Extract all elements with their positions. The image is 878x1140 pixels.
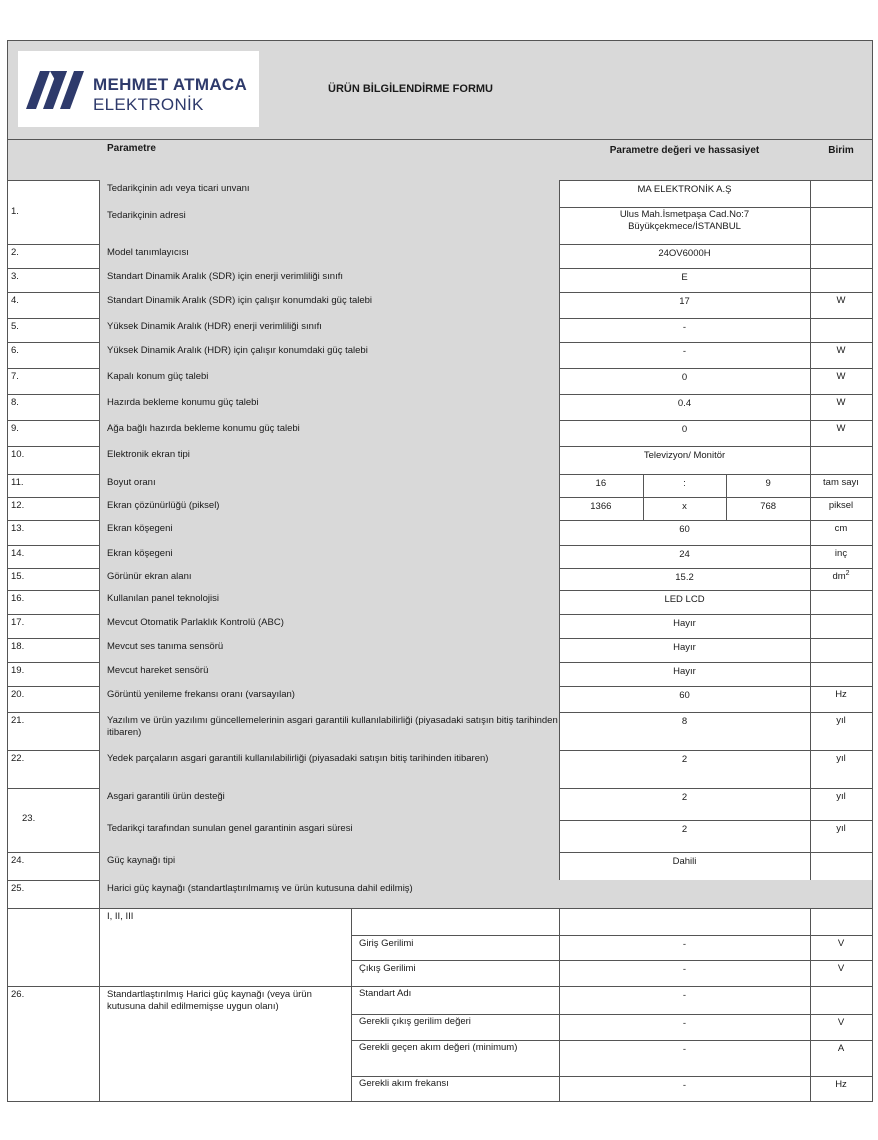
row-value: Hayır	[673, 666, 696, 677]
grid-line	[351, 1076, 872, 1077]
grid-line	[8, 986, 872, 987]
grid-line	[99, 368, 100, 394]
value-part: 768	[760, 501, 777, 512]
grid-line	[559, 368, 560, 394]
row-number: 2.	[11, 247, 19, 258]
company-logo	[18, 51, 259, 127]
grid-line	[351, 908, 352, 1102]
row-value: Televizyon/ Monitör	[643, 450, 726, 461]
row-parameter: Ekran çözünürlüğü (piksel)	[107, 500, 220, 511]
grid-line	[559, 788, 560, 820]
row-unit: yıl	[836, 753, 846, 764]
row-parameter: Asgari garantili ürün desteği	[107, 791, 225, 802]
grid-line	[351, 1040, 872, 1041]
grid-line	[559, 520, 560, 545]
row-number: 9.	[11, 423, 19, 434]
product-information-form	[7, 40, 873, 1102]
grid-line	[99, 908, 100, 1102]
grid-line	[559, 292, 560, 318]
grid-line	[99, 268, 100, 292]
grid-line	[559, 497, 560, 520]
row-parameter: Model tanımlayıcısı	[107, 247, 189, 258]
grid-line	[559, 614, 560, 638]
row-number: 7.	[11, 371, 19, 382]
row-unit: Hz	[835, 689, 847, 700]
grid-line	[99, 545, 100, 568]
grid-line	[559, 244, 560, 268]
sub-item-label: Gerekli çıkış gerilim değeri	[359, 1016, 471, 1027]
sub-item-label: Standart Adı	[359, 988, 412, 999]
row-value: Hayır	[673, 642, 696, 653]
row-unit	[810, 662, 872, 686]
ma-logo-icon	[26, 67, 92, 113]
row-value: 2	[681, 824, 688, 835]
row-parameter: Güç kaynağı tipi	[107, 855, 176, 866]
grid-line	[559, 686, 560, 712]
row-parameter: Tedarikçinin adresi	[107, 210, 186, 221]
grid-line	[810, 520, 811, 545]
row-unit	[810, 638, 872, 662]
row-unit	[810, 180, 872, 207]
row-value: -	[682, 346, 687, 357]
grid-line	[559, 908, 560, 1102]
row-parameter: Yedek parçaların asgari garantili kullanılabilirliği (piyasadaki satışın bitiş tarihinden itibaren)	[107, 753, 489, 764]
row-unit: $dm^2$	[832, 569, 850, 582]
grid-line	[810, 394, 811, 420]
row-parameter: Hazırda bekleme konumu güç talebi	[107, 397, 259, 408]
sub-item-value: -	[682, 1080, 687, 1091]
grid-line	[810, 662, 811, 686]
form-title: ÜRÜN BİLGİLENDİRME FORMU	[328, 83, 493, 95]
grid-line	[99, 568, 100, 590]
grid-line	[559, 852, 560, 880]
grid-line	[810, 908, 811, 1102]
row-number: 24.	[11, 855, 25, 866]
grid-line	[99, 614, 100, 638]
grid-line	[810, 590, 811, 614]
grid-line	[99, 292, 100, 318]
grid-line	[99, 750, 100, 788]
grid-line	[99, 686, 100, 712]
grid-line	[559, 545, 560, 568]
row-unit	[810, 268, 872, 292]
row-value: 24	[679, 549, 690, 560]
grid-line	[99, 520, 100, 545]
grid-line	[99, 712, 100, 750]
row-number: 13.	[11, 523, 25, 534]
sub-item-unit: V	[837, 938, 845, 949]
grid-line	[99, 788, 100, 820]
row-number: 18.	[11, 641, 25, 652]
row-number: 22.	[11, 753, 25, 764]
grid-line	[99, 497, 100, 520]
grid-line	[810, 474, 811, 497]
grid-line	[810, 268, 811, 292]
row-parameter: Ekran köşegeni	[107, 548, 173, 559]
row-parameter: Standartlaştırılmış Harici güç kaynağı (veya ürün kutusuna dahil edilmemişse uygun olanı)	[107, 989, 312, 1012]
grid-line	[351, 960, 872, 961]
row-parameter: Yüksek Dinamik Aralık (HDR) için çalışır konumdaki güç talebi	[107, 345, 368, 356]
grid-line	[559, 207, 560, 244]
grid-line	[810, 750, 811, 788]
row-unit	[810, 244, 872, 268]
grid-line	[559, 180, 560, 207]
row-parameter: Standart Dinamik Aralık (SDR) için çalışır konumdaki güç talebi	[107, 295, 373, 306]
grid-line	[351, 1014, 872, 1015]
grid-line	[99, 590, 100, 614]
row-value: Ulus Mah.İsmetpaşa Cad.No:7 Büyükçekmece/İSTANBUL	[619, 209, 750, 232]
row-number: 26.	[11, 989, 25, 1000]
row-parameter: Görünür ekran alanı	[107, 571, 192, 582]
grid-line	[99, 852, 100, 880]
grid-line	[99, 420, 100, 446]
grid-line	[559, 268, 560, 292]
grid-line	[559, 394, 560, 420]
grid-line	[810, 368, 811, 394]
grid-line	[99, 474, 100, 497]
row-number: 8.	[11, 397, 19, 408]
sub-item-value: -	[682, 1044, 687, 1055]
row-number: 1.	[11, 206, 19, 217]
row-value: 8	[681, 716, 688, 727]
grid-line	[559, 342, 560, 368]
row-number: 5.	[11, 321, 19, 332]
row-value: 15.2	[675, 572, 694, 583]
row-value: LED LCD	[664, 594, 705, 605]
sub-item-value: -	[682, 990, 687, 1001]
grid-line	[99, 880, 100, 908]
grid-line	[810, 852, 811, 880]
grid-line	[810, 712, 811, 750]
row-unit	[810, 614, 872, 638]
row-value: 24OV6000H	[658, 248, 711, 259]
grid-line	[99, 244, 100, 268]
row-unit: yıl	[836, 791, 846, 802]
grid-line	[99, 180, 100, 207]
logo-company-subtitle: ELEKTRONİK	[93, 95, 204, 114]
value-part: x	[682, 501, 687, 512]
row-value: 60	[679, 524, 690, 535]
row-unit: W	[836, 295, 846, 306]
row-value: Dahili	[672, 856, 697, 867]
row-unit: cm	[834, 523, 848, 534]
row-number: 23.	[22, 813, 36, 824]
row-unit: W	[836, 371, 846, 382]
grid-line	[99, 207, 100, 244]
row-parameter: Kullanılan panel teknolojisi	[107, 593, 219, 604]
row-number: 15.	[11, 571, 25, 582]
grid-line	[643, 474, 644, 497]
row-unit: W	[836, 423, 846, 434]
sub-item-unit: V	[837, 963, 845, 974]
row-unit: piksel	[828, 500, 854, 511]
grid-line	[99, 446, 100, 474]
row-parameter: Harici güç kaynağı (standartlaştırılmamış ve ürün kutusuna dahil edilmiş)	[107, 883, 413, 894]
grid-line	[810, 420, 811, 446]
grid-line	[726, 497, 727, 520]
row-value: Hayır	[673, 618, 696, 629]
grid-line	[99, 318, 100, 342]
grid-line	[810, 497, 811, 520]
row-unit	[810, 207, 872, 244]
grid-line	[559, 750, 560, 788]
row-value: 17	[679, 296, 690, 307]
row-value: 0	[681, 372, 688, 383]
grid-line	[559, 638, 560, 662]
grid-line	[99, 394, 100, 420]
row-parameter: Mevcut ses tanıma sensörü	[107, 641, 224, 652]
row-parameter: Görüntü yenileme frekansı oranı (varsayılan)	[107, 689, 295, 700]
row-value: 60	[679, 690, 690, 701]
row-parameter: Tedarikçi tarafından sunulan genel garantinin asgari süresi	[107, 823, 353, 834]
value-part: 1366	[590, 501, 612, 512]
row-value: 0	[681, 424, 688, 435]
grid-line	[810, 545, 811, 568]
sub-item-label: Giriş Gerilimi	[359, 938, 414, 949]
row-parameter: Ekran köşegeni	[107, 523, 173, 534]
row-parameter: Tedarikçinin adı veya ticari unvanı	[107, 183, 250, 194]
row-number: 19.	[11, 665, 25, 676]
sub-item-unit: A	[837, 1043, 845, 1054]
unit-superscript: 2	[845, 569, 850, 577]
row-value: E	[681, 272, 688, 283]
row-unit	[810, 318, 872, 342]
row-unit: W	[836, 397, 846, 408]
grid-line	[810, 820, 811, 852]
row-value: MA ELEKTRONİK A.Ş	[637, 184, 732, 195]
row-unit: W	[836, 345, 846, 356]
row-parameter: Ağa bağlı hazırda bekleme konumu güç talebi	[107, 423, 300, 434]
grid-line	[810, 686, 811, 712]
form-header	[8, 41, 872, 140]
row-parameter: Yazılım ve ürün yazılımı güncellemelerinin asgari garantili kullanılabilirliği (piyasadaki satışın bitiş tarihinden itibaren)	[107, 715, 558, 738]
row-parameter: Mevcut hareket sensörü	[107, 665, 209, 676]
logo-company-name: MEHMET ATMACA	[93, 75, 248, 94]
row-unit: inç	[834, 548, 848, 559]
row-parameter: Elektronik ekran tipi	[107, 449, 190, 460]
grid-line	[99, 638, 100, 662]
parameter-table	[8, 140, 872, 1102]
grid-line	[99, 662, 100, 686]
grid-line	[810, 446, 811, 474]
row-number: 6.	[11, 345, 19, 356]
sub-item-value: -	[682, 964, 687, 975]
sub-item-unit: V	[837, 1017, 845, 1028]
grid-line	[559, 446, 560, 474]
row-parameter: Standart Dinamik Aralık (SDR) için enerji verimliliği sınıfı	[107, 271, 343, 282]
grid-line	[810, 180, 811, 207]
grid-line	[559, 820, 560, 852]
row-parameter: Yüksek Dinamik Aralık (HDR) enerji verimliliği sınıfı	[107, 321, 322, 332]
sub-item-label: Çıkış Gerilimi	[359, 963, 416, 974]
grid-line	[810, 788, 811, 820]
sub-label: I, II, III	[107, 911, 134, 922]
grid-line	[99, 342, 100, 368]
row-number: 11.	[11, 477, 24, 488]
grid-line	[810, 614, 811, 638]
row-number: 4.	[11, 295, 19, 306]
sub-item-value: -	[682, 1018, 687, 1029]
sub-item-label: Gerekli geçen akım değeri (minimum)	[359, 1042, 518, 1053]
row-unit: yıl	[836, 715, 846, 726]
row-number: 14.	[11, 548, 25, 559]
row-unit: yıl	[836, 823, 846, 834]
sub-item-unit	[810, 986, 872, 1014]
value-part: 16	[595, 478, 607, 489]
row-value: 2	[681, 792, 688, 803]
row-unit: tam sayı	[823, 477, 859, 488]
row-number: 21.	[11, 715, 25, 726]
grid-line	[810, 207, 811, 244]
row-value: -	[682, 322, 687, 333]
sub-item-label: Gerekli akım frekansı	[359, 1078, 449, 1089]
value-part: 9	[765, 478, 771, 489]
row-number: 3.	[11, 271, 19, 282]
row-number: 20.	[11, 689, 25, 700]
grid-line	[559, 318, 560, 342]
grid-line	[810, 292, 811, 318]
header-parameter: Parametre	[107, 143, 156, 154]
grid-line	[810, 244, 811, 268]
grid-line	[559, 420, 560, 446]
row-number: 25.	[11, 883, 25, 894]
row-parameter: Kapalı konum güç talebi	[107, 371, 209, 382]
header-unit: Birim	[828, 145, 854, 156]
row-number: 12.	[11, 500, 25, 511]
row-value: 2	[681, 754, 688, 765]
sub-item-value: -	[682, 939, 687, 950]
grid-line	[559, 712, 560, 750]
row-value: 0.4	[677, 398, 692, 409]
grid-line	[810, 568, 811, 590]
grid-line	[810, 318, 811, 342]
row-parameter: Mevcut Otomatik Parlaklık Kontrolü (ABC)	[107, 617, 284, 628]
row-number: 17.	[11, 617, 25, 628]
row-number: 10.	[11, 449, 25, 460]
row-unit	[810, 446, 872, 474]
grid-line	[559, 590, 560, 614]
sub-item-unit: Hz	[835, 1079, 847, 1090]
row-unit	[810, 590, 872, 614]
row-unit	[810, 852, 872, 880]
grid-line	[559, 662, 560, 686]
row-number: 16.	[11, 593, 25, 604]
grid-line	[559, 568, 560, 590]
grid-line	[99, 820, 100, 852]
header-value: Parametre değeri ve hassasiyet	[609, 145, 760, 156]
value-part: :	[683, 478, 686, 489]
grid-line	[726, 474, 727, 497]
grid-line	[810, 638, 811, 662]
grid-line	[559, 474, 560, 497]
grid-line	[643, 497, 644, 520]
grid-line	[810, 342, 811, 368]
grid-line	[351, 935, 872, 936]
row-parameter: Boyut oranı	[107, 477, 156, 488]
